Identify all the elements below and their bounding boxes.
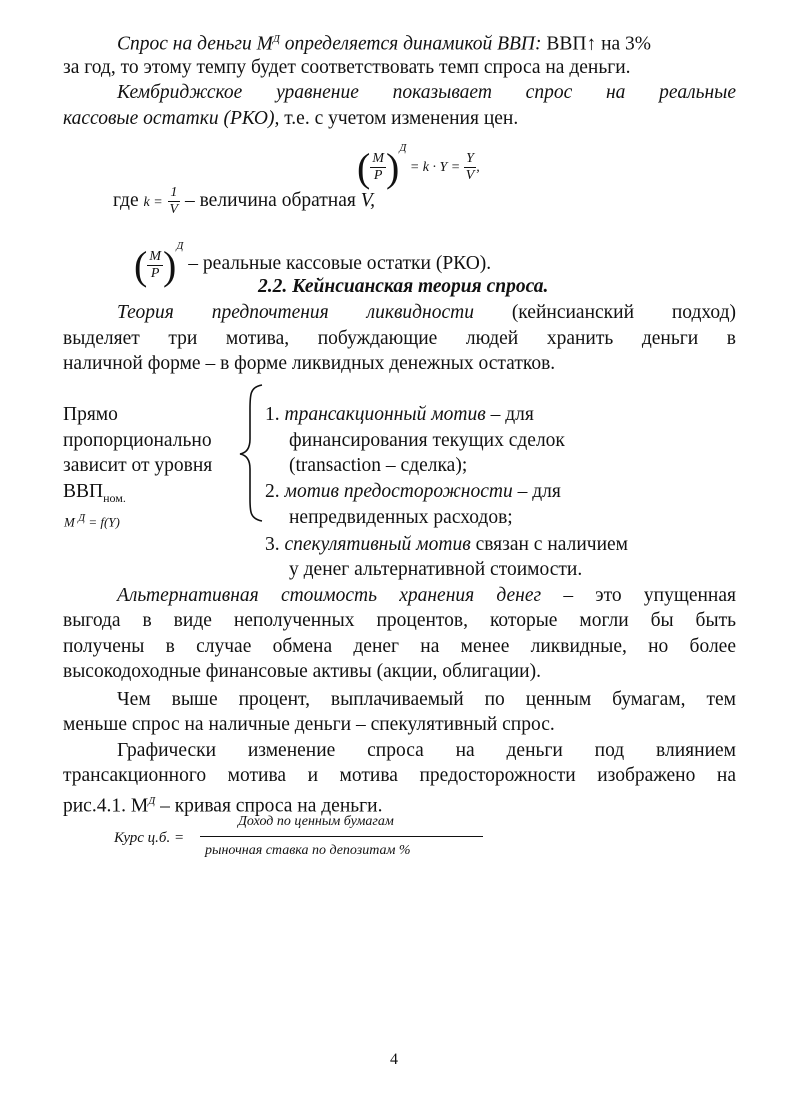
motive-3-line2: у денег альтернативной стоимости. (289, 559, 583, 580)
where-text: – величина обратная (180, 190, 361, 211)
rko-line: ( $\frac{M}{P}$ )$^Д$ – реальные кассовые остатки (РКО). (134, 240, 492, 288)
where-vend: V, (360, 190, 376, 211)
left-line1: Прямо (63, 404, 118, 425)
motive-1 (265, 402, 534, 427)
m2-italic: мотив предосторожности (284, 481, 513, 502)
where-k: k = (143, 195, 163, 210)
rko-sup: Д (176, 240, 184, 252)
p5-line2: меньше спрос на наличные деньги – спекулятивный спрос. (63, 714, 555, 735)
p1-italic2: определяется динамикой ВВП: (279, 33, 542, 55)
page-number: 4 (390, 1051, 398, 1068)
kurs-numerator: Доход по ценным бумагам (238, 814, 394, 829)
p6-line1: Графически изменение спроса на деньги под влиянием (117, 740, 736, 761)
p3-line2: выделяет три мотива, побуждающие людей хранить деньги в (63, 328, 736, 349)
where-prefix: где (113, 190, 139, 211)
kurs-label: Курс ц.б. = (114, 830, 185, 846)
f1-m: M (372, 151, 384, 167)
rko-m: M (149, 249, 161, 265)
p4-line1 (117, 583, 736, 608)
where-v: V (169, 202, 179, 218)
m1-num: 1. (265, 404, 285, 425)
f1-sup: Д (399, 142, 407, 154)
motive-1-line3: (transaction – сделка); (289, 455, 468, 476)
p1-italic: Спрос на деньги M (117, 33, 273, 55)
p4-line4: высокодоходные финансовые активы (акции, облигации). (63, 661, 541, 682)
left-line3: зависит от уровня (63, 455, 213, 476)
motive-2-line2: непредвиденных расходов; (289, 507, 513, 528)
p6-line2: трансакционного мотива и мотива предосторожности изображено на (63, 765, 736, 786)
p6-sup: Д (148, 795, 156, 807)
m3-rest: связан с наличием (470, 534, 629, 555)
motive-2 (265, 479, 561, 504)
motive-1-line2: финансирования текущих сделок (289, 430, 565, 451)
left-gdp: ВВП (63, 481, 104, 502)
m1-rest: – для (485, 404, 534, 425)
p1-line2: за год, то этому темпу будет соответствовать темп спроса на деньги. (63, 57, 631, 78)
left-formula (64, 508, 120, 532)
m3-num: 3. (265, 534, 285, 555)
p2-italic: кассовые остатки (РКО), (63, 108, 280, 129)
p2-rest: т.е. с учетом изменения цен. (279, 108, 519, 129)
left-gdp-sub: ном. (103, 490, 126, 505)
f1-v: V (465, 168, 475, 184)
f1-y: Y (464, 151, 477, 168)
p4-line3: получены в случае обмена денег на менее ликвидные, но более (63, 636, 736, 657)
curly-brace (238, 383, 268, 523)
kurs-denominator: рыночная ставка по депозитам % (205, 843, 411, 858)
p6-rest: – кривая спроса на деньги. (155, 795, 383, 817)
rko-p: P (150, 266, 160, 282)
p3-line3: наличной форме – в форме ликвидных денежных остатков. (63, 353, 556, 374)
left-formula-m: M (64, 514, 79, 530)
p4-rest: – это упущенная (541, 585, 736, 606)
f1-p: P (373, 168, 383, 184)
m2-num: 2. (265, 481, 285, 502)
p2-line1: Кембриджское уравнение показывает спрос на реальные (117, 82, 736, 103)
p4-line2: выгода в виде неполученных процентов, которые могли бы быть (63, 610, 736, 631)
p3-italic: Теория предпочтения ликвидности (117, 302, 474, 323)
left-line4 (63, 479, 126, 511)
motive-3 (265, 532, 628, 557)
p3-line1 (117, 300, 736, 325)
kurs-fraction-line (200, 836, 483, 837)
left-line2: пропорционально (63, 430, 212, 451)
p6-ref: рис.4.1. M (63, 795, 149, 817)
m2-rest: – для (512, 481, 561, 502)
f1-end: , (476, 160, 480, 175)
p4-italic: Альтернативная стоимость хранения денег (117, 585, 542, 606)
where-line (113, 183, 375, 221)
f1-mid: = k · Y = (409, 160, 461, 175)
p1-sup: Д (272, 33, 280, 45)
left-formula-rest: = f(Y) (85, 514, 120, 530)
m1-italic: трансакционный мотив (284, 404, 486, 425)
p5-line1: Чем выше процент, выплачиваемый по ценным бумагам, тем (117, 689, 736, 710)
rko-text: – реальные кассовые остатки (РКО). (183, 253, 492, 274)
p1-line1 (117, 27, 651, 57)
m3-italic: спекулятивный мотив (284, 534, 471, 555)
left-formula-sup: Д (78, 512, 86, 524)
p3-rest: (кейнсианский подход) (511, 302, 736, 323)
p1-rest: ВВП↑ на 3% (541, 33, 652, 55)
where-one: 1 (168, 185, 181, 202)
section-heading: 2.2. Кейнсианская теория спроса. (258, 276, 549, 297)
cambridge-formula: ( $\frac{M}{P}$ )$^Д$ = k · Y = $\frac{Y}{V}$ , (357, 142, 480, 190)
